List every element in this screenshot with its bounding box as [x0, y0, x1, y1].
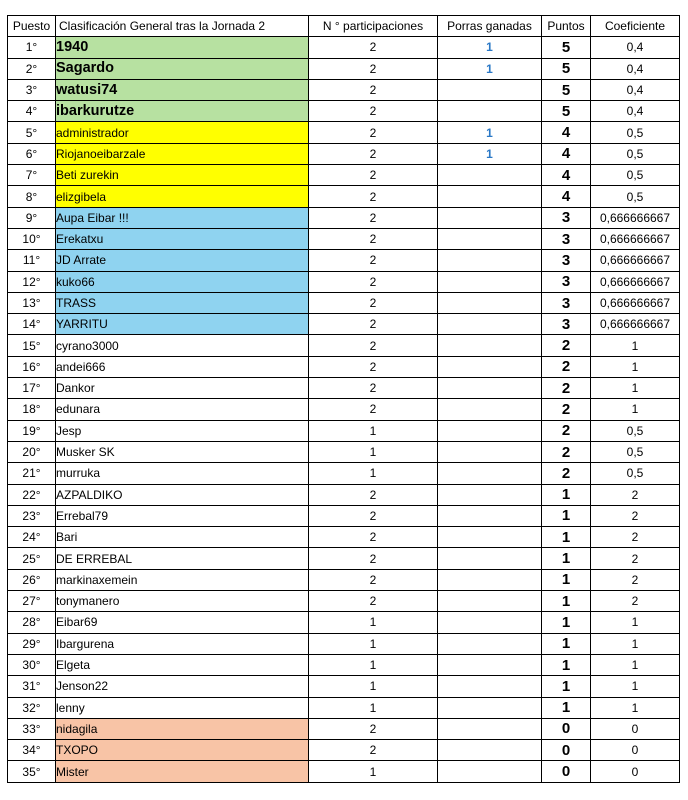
position-cell: 23° — [8, 505, 56, 526]
participaciones-cell: 1 — [309, 676, 438, 697]
table-row — [8, 612, 680, 633]
porras-ganadas-cell — [438, 271, 542, 292]
participaciones-cell: 1 — [309, 654, 438, 675]
coeficiente-cell: 1 — [591, 356, 680, 377]
porras-ganadas-cell — [438, 676, 542, 697]
player-name-cell: edunara — [56, 399, 309, 420]
coeficiente-cell: 0,666666667 — [591, 207, 680, 228]
porras-ganadas-cell — [438, 654, 542, 675]
table-row — [8, 697, 680, 718]
participaciones-cell: 2 — [309, 228, 438, 249]
position-cell: 22° — [8, 484, 56, 505]
player-name-cell: tonymanero — [56, 591, 309, 612]
participaciones-cell: 2 — [309, 378, 438, 399]
coeficiente-cell: 1 — [591, 399, 680, 420]
porras-ganadas-cell — [438, 718, 542, 739]
table-row — [8, 271, 680, 292]
puntos-cell: 1 — [542, 676, 591, 697]
participaciones-cell: 2 — [309, 122, 438, 143]
porras-ganadas-cell — [438, 697, 542, 718]
table-row — [8, 79, 680, 100]
coeficiente-cell: 0,666666667 — [591, 271, 680, 292]
standings-table — [7, 15, 680, 783]
participaciones-cell: 2 — [309, 207, 438, 228]
table-row — [8, 207, 680, 228]
puntos-cell: 5 — [542, 79, 591, 100]
porras-ganadas-cell — [438, 250, 542, 271]
position-cell: 25° — [8, 548, 56, 569]
participaciones-cell: 2 — [309, 314, 438, 335]
puntos-cell: 3 — [542, 228, 591, 249]
table-row — [8, 654, 680, 675]
header-porras-ganadas: Porras ganadas — [438, 16, 542, 37]
coeficiente-cell: 0,5 — [591, 186, 680, 207]
table-row — [8, 633, 680, 654]
coeficiente-cell: 0,4 — [591, 58, 680, 79]
table-row — [8, 740, 680, 761]
table-row — [8, 122, 680, 143]
player-name-cell: ibarkurutze — [56, 101, 309, 122]
coeficiente-cell: 2 — [591, 591, 680, 612]
porras-ganadas-cell — [438, 505, 542, 526]
table-row — [8, 356, 680, 377]
porras-ganadas-cell — [438, 207, 542, 228]
coeficiente-cell: 0,5 — [591, 165, 680, 186]
player-name-cell: watusi74 — [56, 79, 309, 100]
puntos-cell: 1 — [542, 548, 591, 569]
table-row — [8, 484, 680, 505]
participaciones-cell: 2 — [309, 335, 438, 356]
puntos-cell: 1 — [542, 633, 591, 654]
player-name-cell: Jesp — [56, 420, 309, 441]
player-name-cell: Riojanoeibarzale — [56, 143, 309, 164]
position-cell: 31° — [8, 676, 56, 697]
puntos-cell: 2 — [542, 441, 591, 462]
player-name-cell: cyrano3000 — [56, 335, 309, 356]
table-row — [8, 399, 680, 420]
table-row — [8, 591, 680, 612]
position-cell: 24° — [8, 527, 56, 548]
player-name-cell: Errebal79 — [56, 505, 309, 526]
puntos-cell: 3 — [542, 250, 591, 271]
header-row — [8, 16, 680, 37]
puntos-cell: 1 — [542, 484, 591, 505]
coeficiente-cell: 0,666666667 — [591, 228, 680, 249]
puntos-cell: 2 — [542, 399, 591, 420]
coeficiente-cell: 0,666666667 — [591, 250, 680, 271]
header-participaciones: N ° participaciones — [309, 16, 438, 37]
position-cell: 7° — [8, 165, 56, 186]
header-puntos: Puntos — [542, 16, 591, 37]
puntos-cell: 1 — [542, 697, 591, 718]
header-clasificacion: Clasificación General tras la Jornada 2 — [56, 16, 309, 37]
porras-ganadas-cell — [438, 292, 542, 313]
player-name-cell: AZPALDIKO — [56, 484, 309, 505]
participaciones-cell: 2 — [309, 58, 438, 79]
porras-ganadas-cell — [438, 420, 542, 441]
table-row — [8, 761, 680, 782]
puntos-cell: 3 — [542, 314, 591, 335]
coeficiente-cell: 0 — [591, 718, 680, 739]
coeficiente-cell: 2 — [591, 527, 680, 548]
player-name-cell: Ibargurena — [56, 633, 309, 654]
player-name-cell: Beti zurekin — [56, 165, 309, 186]
player-name-cell: DE ERREBAL — [56, 548, 309, 569]
coeficiente-cell: 1 — [591, 697, 680, 718]
puntos-cell: 5 — [542, 101, 591, 122]
header-coeficiente: Coeficiente — [591, 16, 680, 37]
participaciones-cell: 1 — [309, 420, 438, 441]
coeficiente-cell: 2 — [591, 484, 680, 505]
header-puesto: Puesto — [8, 16, 56, 37]
player-name-cell: andei666 — [56, 356, 309, 377]
participaciones-cell: 2 — [309, 292, 438, 313]
puntos-cell: 4 — [542, 186, 591, 207]
puntos-cell: 2 — [542, 356, 591, 377]
position-cell: 15° — [8, 335, 56, 356]
table-row — [8, 569, 680, 590]
position-cell: 33° — [8, 718, 56, 739]
position-cell: 14° — [8, 314, 56, 335]
porras-ganadas-cell — [438, 740, 542, 761]
player-name-cell: elizgibela — [56, 186, 309, 207]
player-name-cell: TRASS — [56, 292, 309, 313]
position-cell: 11° — [8, 250, 56, 271]
coeficiente-cell: 1 — [591, 654, 680, 675]
position-cell: 9° — [8, 207, 56, 228]
table-row — [8, 548, 680, 569]
participaciones-cell: 2 — [309, 37, 438, 58]
porras-ganadas-cell: 1 — [438, 143, 542, 164]
player-name-cell: YARRITU — [56, 314, 309, 335]
participaciones-cell: 2 — [309, 79, 438, 100]
table-row — [8, 165, 680, 186]
coeficiente-cell: 0,4 — [591, 37, 680, 58]
position-cell: 5° — [8, 122, 56, 143]
table-row — [8, 101, 680, 122]
position-cell: 34° — [8, 740, 56, 761]
coeficiente-cell: 0,5 — [591, 441, 680, 462]
puntos-cell: 3 — [542, 207, 591, 228]
participaciones-cell: 2 — [309, 101, 438, 122]
player-name-cell: kuko66 — [56, 271, 309, 292]
puntos-cell: 0 — [542, 740, 591, 761]
participaciones-cell: 2 — [309, 740, 438, 761]
player-name-cell: Aupa Eibar !!! — [56, 207, 309, 228]
position-cell: 19° — [8, 420, 56, 441]
table-row — [8, 420, 680, 441]
puntos-cell: 1 — [542, 591, 591, 612]
participaciones-cell: 1 — [309, 697, 438, 718]
table-row — [8, 228, 680, 249]
position-cell: 17° — [8, 378, 56, 399]
participaciones-cell: 2 — [309, 399, 438, 420]
position-cell: 29° — [8, 633, 56, 654]
player-name-cell: markinaxemein — [56, 569, 309, 590]
player-name-cell: Erekatxu — [56, 228, 309, 249]
coeficiente-cell: 2 — [591, 505, 680, 526]
coeficiente-cell: 0,5 — [591, 420, 680, 441]
porras-ganadas-cell — [438, 79, 542, 100]
player-name-cell: Bari — [56, 527, 309, 548]
participaciones-cell: 2 — [309, 271, 438, 292]
player-name-cell: Jenson22 — [56, 676, 309, 697]
participaciones-cell: 2 — [309, 484, 438, 505]
porras-ganadas-cell: 1 — [438, 58, 542, 79]
coeficiente-cell: 0 — [591, 761, 680, 782]
player-name-cell: Mister — [56, 761, 309, 782]
puntos-cell: 1 — [542, 505, 591, 526]
table-row — [8, 335, 680, 356]
coeficiente-cell: 2 — [591, 548, 680, 569]
porras-ganadas-cell — [438, 463, 542, 484]
participaciones-cell: 2 — [309, 548, 438, 569]
participaciones-cell: 2 — [309, 250, 438, 271]
participaciones-cell: 2 — [309, 591, 438, 612]
table-row — [8, 441, 680, 462]
position-cell: 2° — [8, 58, 56, 79]
puntos-cell: 2 — [542, 335, 591, 356]
table-row — [8, 676, 680, 697]
participaciones-cell: 1 — [309, 761, 438, 782]
porras-ganadas-cell — [438, 633, 542, 654]
puntos-cell: 1 — [542, 612, 591, 633]
table-row — [8, 37, 680, 58]
coeficiente-cell: 0,666666667 — [591, 314, 680, 335]
player-name-cell: Elgeta — [56, 654, 309, 675]
participaciones-cell: 2 — [309, 186, 438, 207]
coeficiente-cell: 0,4 — [591, 79, 680, 100]
player-name-cell: administrador — [56, 122, 309, 143]
coeficiente-cell: 1 — [591, 378, 680, 399]
participaciones-cell: 2 — [309, 527, 438, 548]
table-row — [8, 718, 680, 739]
coeficiente-cell: 0,666666667 — [591, 292, 680, 313]
coeficiente-cell: 0,4 — [591, 101, 680, 122]
position-cell: 18° — [8, 399, 56, 420]
player-name-cell: murruka — [56, 463, 309, 484]
coeficiente-cell: 2 — [591, 569, 680, 590]
puntos-cell: 4 — [542, 143, 591, 164]
participaciones-cell: 1 — [309, 612, 438, 633]
porras-ganadas-cell — [438, 356, 542, 377]
porras-ganadas-cell — [438, 399, 542, 420]
porras-ganadas-cell — [438, 527, 542, 548]
player-name-cell: TXOPO — [56, 740, 309, 761]
player-name-cell: Musker SK — [56, 441, 309, 462]
table-row — [8, 314, 680, 335]
participaciones-cell: 1 — [309, 441, 438, 462]
position-cell: 21° — [8, 463, 56, 484]
porras-ganadas-cell — [438, 186, 542, 207]
participaciones-cell: 2 — [309, 569, 438, 590]
position-cell: 26° — [8, 569, 56, 590]
puntos-cell: 5 — [542, 37, 591, 58]
coeficiente-cell: 0,5 — [591, 143, 680, 164]
puntos-cell: 1 — [542, 527, 591, 548]
table-row — [8, 378, 680, 399]
porras-ganadas-cell: 1 — [438, 122, 542, 143]
coeficiente-cell: 1 — [591, 612, 680, 633]
participaciones-cell: 2 — [309, 143, 438, 164]
participaciones-cell: 2 — [309, 505, 438, 526]
position-cell: 13° — [8, 292, 56, 313]
coeficiente-cell: 0 — [591, 740, 680, 761]
puntos-cell: 2 — [542, 378, 591, 399]
participaciones-cell: 2 — [309, 356, 438, 377]
position-cell: 4° — [8, 101, 56, 122]
porras-ganadas-cell — [438, 612, 542, 633]
player-name-cell: nidagila — [56, 718, 309, 739]
puntos-cell: 4 — [542, 122, 591, 143]
porras-ganadas-cell — [438, 378, 542, 399]
puntos-cell: 1 — [542, 569, 591, 590]
porras-ganadas-cell — [438, 548, 542, 569]
table-row — [8, 186, 680, 207]
puntos-cell: 2 — [542, 420, 591, 441]
puntos-cell: 0 — [542, 718, 591, 739]
position-cell: 1° — [8, 37, 56, 58]
position-cell: 32° — [8, 697, 56, 718]
player-name-cell: JD Arrate — [56, 250, 309, 271]
porras-ganadas-cell — [438, 228, 542, 249]
coeficiente-cell: 1 — [591, 676, 680, 697]
porras-ganadas-cell — [438, 441, 542, 462]
table-row — [8, 463, 680, 484]
porras-ganadas-cell — [438, 761, 542, 782]
position-cell: 12° — [8, 271, 56, 292]
puntos-cell: 1 — [542, 654, 591, 675]
table-row — [8, 58, 680, 79]
player-name-cell: Eibar69 — [56, 612, 309, 633]
position-cell: 20° — [8, 441, 56, 462]
table-row — [8, 527, 680, 548]
porras-ganadas-cell: 1 — [438, 37, 542, 58]
table-row — [8, 292, 680, 313]
position-cell: 8° — [8, 186, 56, 207]
player-name-cell: Dankor — [56, 378, 309, 399]
participaciones-cell: 1 — [309, 633, 438, 654]
position-cell: 3° — [8, 79, 56, 100]
puntos-cell: 2 — [542, 463, 591, 484]
porras-ganadas-cell — [438, 335, 542, 356]
coeficiente-cell: 0,5 — [591, 463, 680, 484]
table-row — [8, 143, 680, 164]
position-cell: 35° — [8, 761, 56, 782]
porras-ganadas-cell — [438, 484, 542, 505]
table-row — [8, 505, 680, 526]
puntos-cell: 3 — [542, 292, 591, 313]
puntos-cell: 3 — [542, 271, 591, 292]
porras-ganadas-cell — [438, 569, 542, 590]
player-name-cell: Sagardo — [56, 58, 309, 79]
coeficiente-cell: 1 — [591, 335, 680, 356]
porras-ganadas-cell — [438, 314, 542, 335]
participaciones-cell: 1 — [309, 463, 438, 484]
porras-ganadas-cell — [438, 101, 542, 122]
puntos-cell: 0 — [542, 761, 591, 782]
player-name-cell: 1940 — [56, 37, 309, 58]
table-row — [8, 250, 680, 271]
position-cell: 16° — [8, 356, 56, 377]
player-name-cell: lenny — [56, 697, 309, 718]
position-cell: 28° — [8, 612, 56, 633]
participaciones-cell: 2 — [309, 165, 438, 186]
position-cell: 10° — [8, 228, 56, 249]
position-cell: 6° — [8, 143, 56, 164]
participaciones-cell: 2 — [309, 718, 438, 739]
position-cell: 27° — [8, 591, 56, 612]
porras-ganadas-cell — [438, 591, 542, 612]
puntos-cell: 4 — [542, 165, 591, 186]
position-cell: 30° — [8, 654, 56, 675]
coeficiente-cell: 0,5 — [591, 122, 680, 143]
coeficiente-cell: 1 — [591, 633, 680, 654]
puntos-cell: 5 — [542, 58, 591, 79]
porras-ganadas-cell — [438, 165, 542, 186]
